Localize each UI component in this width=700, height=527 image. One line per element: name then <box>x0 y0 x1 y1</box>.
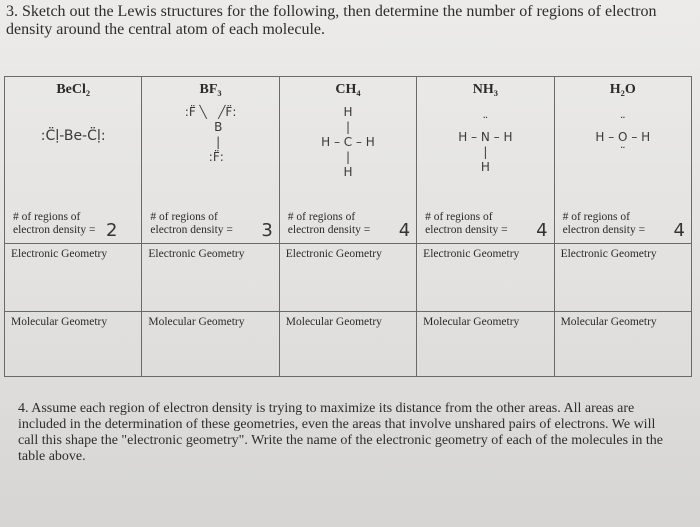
molecular-geometry-cell <box>417 312 554 377</box>
electronic-geometry-cell <box>142 244 279 312</box>
question-4-text: 4. Assume each region of electron density is trying to maximize its distance from the other areas. All areas are included in the determination of these geometries, even the areas that involve unshared pairs of electrons. We will call this shape the "electronic geometry". Write the name of the electronic geometry of each of the molecules in the table above. <box>18 401 664 464</box>
molecular-geometry-cell <box>554 312 691 377</box>
molecule-name: NH₃ <box>472 82 498 97</box>
regions-label: # of regions of electron density = <box>13 211 96 236</box>
electronic-geometry-cell <box>5 244 142 312</box>
molecule-name: H₂O <box>609 82 636 97</box>
regions-answer: 4 <box>398 220 411 241</box>
regions-label: # of regions of electron density = <box>287 211 371 236</box>
molecular-geometry-row <box>5 312 692 377</box>
molecule-name: BF₃ <box>199 82 222 97</box>
molecular-geometry-cell <box>279 312 416 377</box>
regions-answer: 4 <box>673 220 685 241</box>
molecular-geometry-label: Molecular Geometry <box>285 316 382 328</box>
electronic-geometry-label: Electronic Geometry <box>560 248 657 260</box>
molecular-geometry-label: Molecular Geometry <box>423 316 520 328</box>
electronic-geometry-cell <box>554 244 691 312</box>
lewis-row <box>5 77 692 244</box>
electronic-geometry-cell <box>417 244 554 312</box>
cell-becl2 <box>5 77 142 244</box>
regions-label: # of regions of electron density = <box>425 211 508 236</box>
electronic-geometry-label: Electronic Geometry <box>148 248 245 260</box>
molecular-geometry-label: Molecular Geometry <box>148 316 245 328</box>
cell-h2o <box>554 77 691 244</box>
question-3-text: 3. Sketch out the Lewis structures for the following, then determine the number of regions of electron density around the central atom of each molecule. <box>6 3 657 38</box>
electronic-geometry-label: Electronic Geometry <box>285 248 382 260</box>
lewis-structure: ¨ H – O – H ¨ <box>595 115 651 159</box>
molecular-geometry-cell <box>142 312 279 377</box>
molecule-table <box>4 76 692 377</box>
lewis-structure: ¨ H – N – H | H <box>458 115 513 174</box>
lewis-structure: :F̈ ╲ ╱F̈: B | :F̈: <box>184 105 237 164</box>
electronic-geometry-label: Electronic Geometry <box>11 248 108 260</box>
regions-label: # of regions of electron density = <box>150 211 233 236</box>
cell-ch4 <box>279 77 416 244</box>
lewis-structure: H | H – C – H | H <box>321 105 375 179</box>
cell-nh3 <box>417 77 554 244</box>
molecule-name: BeCl₂ <box>56 82 91 97</box>
regions-answer: 2 <box>105 220 118 241</box>
molecular-geometry-label: Molecular Geometry <box>560 316 657 328</box>
electronic-geometry-label: Electronic Geometry <box>423 248 520 260</box>
electronic-geometry-row <box>5 244 692 312</box>
regions-answer: 4 <box>536 220 548 241</box>
lewis-structure: :C̈ḷ-Be-C̈ḷ: <box>40 128 106 144</box>
regions-label: # of regions of electron density = <box>562 211 646 236</box>
molecular-geometry-cell <box>5 312 142 377</box>
molecule-name: CH₄ <box>335 82 361 97</box>
cell-bf3 <box>142 77 279 244</box>
molecular-geometry-label: Molecular Geometry <box>11 316 108 328</box>
electronic-geometry-cell <box>279 244 416 312</box>
regions-answer: 3 <box>261 220 273 241</box>
